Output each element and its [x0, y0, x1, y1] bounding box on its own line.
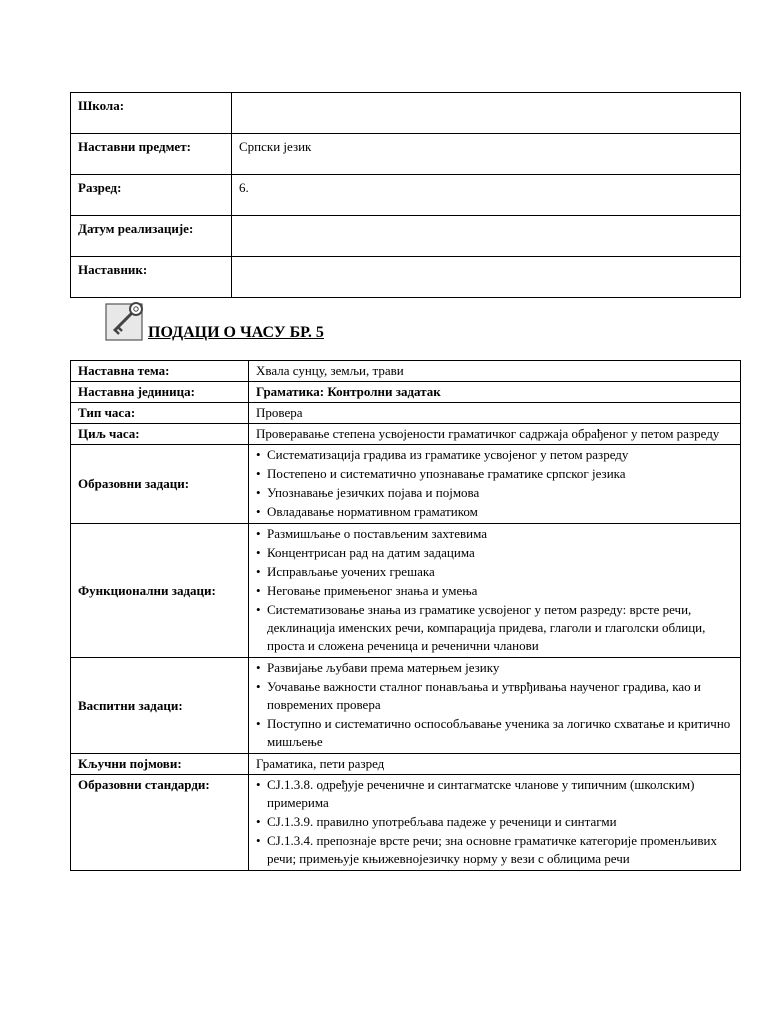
list-item: • Поступно и систематично оспособљавање ученика за логичко схватање и критично мишљење — [256, 715, 733, 751]
teacher-label: Наставник: — [71, 257, 232, 298]
teacher-row — [71, 257, 741, 298]
educational-row — [71, 445, 741, 524]
date-value — [232, 216, 741, 257]
grade-value: 6. — [232, 175, 741, 216]
educational-cell — [249, 445, 741, 524]
standards-list — [256, 776, 733, 868]
lesson-heading — [104, 300, 504, 344]
school-row — [71, 93, 741, 134]
functional-label: Функционални задаци: — [71, 524, 249, 658]
keywords-label: Кључни појмови: — [71, 754, 249, 775]
keywords-value: Граматика, пети разред — [249, 754, 741, 775]
list-item: • Концентрисан рад на датим задацима — [256, 544, 733, 562]
unit-row — [71, 382, 741, 403]
unit-label: Наставна јединица: — [71, 382, 249, 403]
topic-row — [71, 361, 741, 382]
functional-cell — [249, 524, 741, 658]
subject-row — [71, 134, 741, 175]
goal-row — [71, 424, 741, 445]
list-item: • Систематизација градива из граматике усвојеног у петом разреду — [256, 446, 733, 464]
subject-value: Српски језик — [232, 134, 741, 175]
list-item: • Уочавање важности сталног понављања и утврђивања наученог градива, као и повремених провера — [256, 678, 733, 714]
functional-list — [256, 525, 733, 655]
key-icon — [104, 300, 148, 344]
list-item: • Развијање љубави према матерњем језику — [256, 659, 733, 677]
topic-label: Наставна тема: — [71, 361, 249, 382]
goal-value: Проверавање степена усвојености граматичког садржаја обрађеног у петом разреду — [249, 424, 741, 445]
list-item: • Размишљање о постављеним захтевима — [256, 525, 733, 543]
school-label: Школа: — [71, 93, 232, 134]
list-item: • Постепено и систематично упознавање граматике српског језика — [256, 465, 733, 483]
upbringing-row — [71, 658, 741, 754]
goal-label: Циљ часа: — [71, 424, 249, 445]
list-item: • Овладавање нормативном граматиком — [256, 503, 733, 521]
type-label: Тип часа: — [71, 403, 249, 424]
standards-cell — [249, 775, 741, 871]
list-item: • Исправљање уочених грешака — [256, 563, 733, 581]
list-item: • Упознавање језичких појава и појмова — [256, 484, 733, 502]
school-value — [232, 93, 741, 134]
functional-row — [71, 524, 741, 658]
type-value: Провера — [249, 403, 741, 424]
type-row — [71, 403, 741, 424]
date-label: Датум реализације: — [71, 216, 232, 257]
date-row — [71, 216, 741, 257]
unit-value: Граматика: Контролни задатак — [249, 382, 741, 403]
list-item: • СЈ.1.3.4. препознаје врсте речи; зна основне граматичке категорије променљивих речи; примењује књижевнојезичку норму у вези с облицима речи — [256, 832, 733, 868]
topic-value: Хвала сунцу, земљи, трави — [249, 361, 741, 382]
standards-row — [71, 775, 741, 871]
grade-label: Разред: — [71, 175, 232, 216]
list-item: • СЈ.1.3.8. одређује реченичне и синтагматске чланове у типичним (школским) примерима — [256, 776, 733, 812]
list-item: • Неговање примењеног знања и умења — [256, 582, 733, 600]
educational-list — [256, 446, 733, 521]
lesson-data-table — [70, 360, 741, 871]
lesson-heading-title: ПОДАЦИ О ЧАСУ БР. 5 — [148, 324, 324, 341]
educational-label: Образовни задаци: — [71, 445, 249, 524]
teacher-value — [232, 257, 741, 298]
keywords-row — [71, 754, 741, 775]
school-info-table — [70, 92, 741, 298]
list-item: • Систематизовање знања из граматике усвојеног у петом разреду: врсте речи, деклинација именских речи, компарација придева, глаголи и глаголски облици, проста и сложена реченица и реченични чланови — [256, 601, 733, 655]
upbringing-cell — [249, 658, 741, 754]
grade-row — [71, 175, 741, 216]
upbringing-label: Васпитни задаци: — [71, 658, 249, 754]
upbringing-list — [256, 659, 733, 751]
subject-label: Наставни предмет: — [71, 134, 232, 175]
standards-label: Образовни стандарди: — [71, 775, 249, 871]
list-item: • СЈ.1.3.9. правилно употребљава падеже у реченици и синтагми — [256, 813, 733, 831]
